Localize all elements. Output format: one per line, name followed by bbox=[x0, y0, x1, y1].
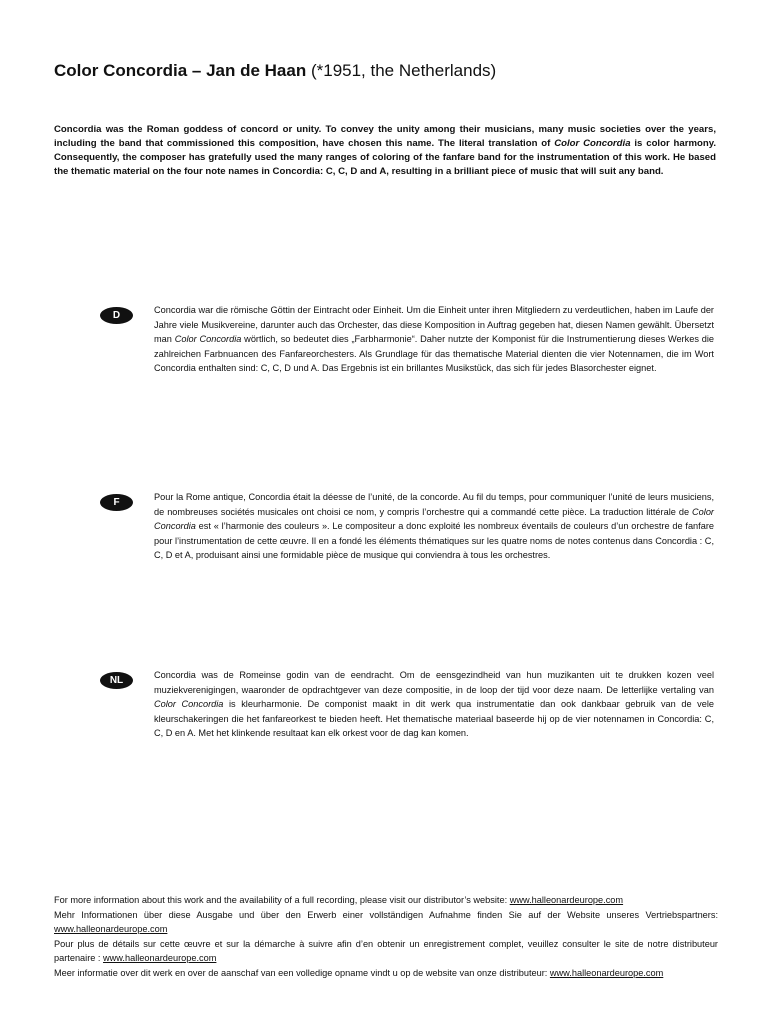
german-work-title: Color Concordia bbox=[174, 334, 242, 345]
footer-line-fr bbox=[54, 937, 718, 966]
language-badge-de: D bbox=[100, 307, 133, 324]
title-subtitle: (*1951, the Netherlands) bbox=[306, 61, 497, 80]
german-text-a: Concordia war die römische Göttin der Eintracht oder Einheit. Um die Einheit unter ihren Mitgliedern zu verdeutlichen, haben im Laufe der Jahre viele Musikvereine, darunter auch das Orchester, das diese Komposition in Auftrag gegeben hat, diesen Namen gewählt. Übersetzt man bbox=[154, 305, 714, 345]
german-text bbox=[154, 303, 714, 376]
french-text bbox=[154, 490, 714, 563]
footer-text-fr: Pour plus de détails sur cette œuvre et sur la démarche à suivre afin d’en obtenir un enregistrement complet, veuillez consulter le site de notre distributeur partenaire : bbox=[54, 938, 718, 964]
dutch-work-title: Color Concordia bbox=[154, 699, 224, 710]
distributor-link-fr[interactable]: www.halleonardeurope.com bbox=[103, 953, 217, 964]
footer-line-nl bbox=[54, 966, 718, 981]
distributor-link-en[interactable]: www.halleonardeurope.com bbox=[509, 895, 624, 905]
footer-text-nl: Meer informatie over dit werk en over de aanschaf van een volledige opname vindt u op de website van onze distributeur: bbox=[54, 967, 550, 978]
french-text-b: est « l’harmonie des couleurs ». Le compositeur a donc exploité les nombreux éventails de couleurs d’un orchestre de fanfare pour l’instrumentation de cette œuvre. Il en a fondé les éléments thématiques sur les quatre noms de notes contenus dans Concordia : C, C, D et A, produisant ainsi une formidable pièce de musique qui conviendra à tous les orchestres. bbox=[154, 521, 714, 561]
footer bbox=[54, 893, 718, 981]
intro-text-a: Concordia was the Roman goddess of concord or unity. To convey the unity among their musicians, many music societies over the years, including the band that commissioned this composition, have chosen this name. The literal translation of bbox=[54, 124, 716, 149]
language-badge-fr: F bbox=[100, 494, 133, 511]
footer-line-de bbox=[54, 908, 718, 937]
dutch-text-a: Concordia was de Romeinse godin van de eendracht. Om de eensgezindheid van hun muzikanten uit te drukken kozen veel muziekverenigingen, waaronder de opdrachtgever van deze compositie, in de loop der tijd voor deze naam. De letterlijke vertaling van bbox=[154, 670, 714, 695]
french-text-a: Pour la Rome antique, Concordia était la déesse de l’unité, de la concorde. Au fil du temps, pour communiquer l’unité de leurs musiciens, de nombreuses sociétés musicales ont choisi ce nom, y compris l’orchestre qui a commandé cette pièce. La traduction littérale de bbox=[154, 492, 714, 517]
intro-english bbox=[54, 123, 716, 179]
intro-work-title: Color Concordia bbox=[554, 138, 631, 149]
intro-text-b: is color harmony. Consequently, the composer has gratefully used the many ranges of coloring of the fanfare band for the instrumentation of this work. He based the thematic material on the four note names in Concordia: C, C, D and A, resulting in a brilliant piece of music that will suit any band. bbox=[54, 138, 717, 177]
footer-line-en bbox=[54, 893, 718, 908]
german-text-b: wörtlich, so bedeutet dies „Farbharmonie“. Daher nutzte der Komponist für die Instrumentierung dieses Werkes die zahlreichen Farbnuancen des Fanfareorchesters. Als Grundlage für das thematische Material dienten die vier Notennamen, die im Wort Concordia enthalten sind: C, C, D und A. Das Ergebnis ist ein brillantes Musikstück, das sich für jedes Blasorchester eignet. bbox=[154, 334, 714, 374]
language-badge-nl: NL bbox=[100, 672, 133, 689]
french-work-title: Color Concordia bbox=[154, 506, 714, 532]
distributor-link-nl[interactable]: www.halleonardeurope.com bbox=[549, 967, 664, 978]
dutch-text-b: is kleurharmonie. De componist maakt in dit werk qua instrumentatie dan ook dankbaar gebruik van de vele kleurschakeringen die het fanfareorkest te bieden heeft. Het thematische materiaal baseerde hij op de vier notennamen in Concordia: C, C, D en A. Met het klinkende resultaat kan elk orkest voor de dag kan komen. bbox=[154, 699, 714, 739]
distributor-link-de[interactable]: www.halleonardeurope.com bbox=[54, 924, 168, 935]
title-main: Color Concordia – Jan de Haan bbox=[54, 61, 307, 80]
footer-text-en: For more information about this work and the availability of a full recording, please visit our distributor’s website: bbox=[54, 895, 510, 905]
footer-text-de: Mehr Informationen über diese Ausgabe und über den Erwerb einer vollständigen Aufnahme finden Sie auf der Website unseres Vertriebspartners: bbox=[54, 909, 718, 920]
dutch-text bbox=[154, 668, 714, 741]
page-title bbox=[54, 60, 734, 82]
